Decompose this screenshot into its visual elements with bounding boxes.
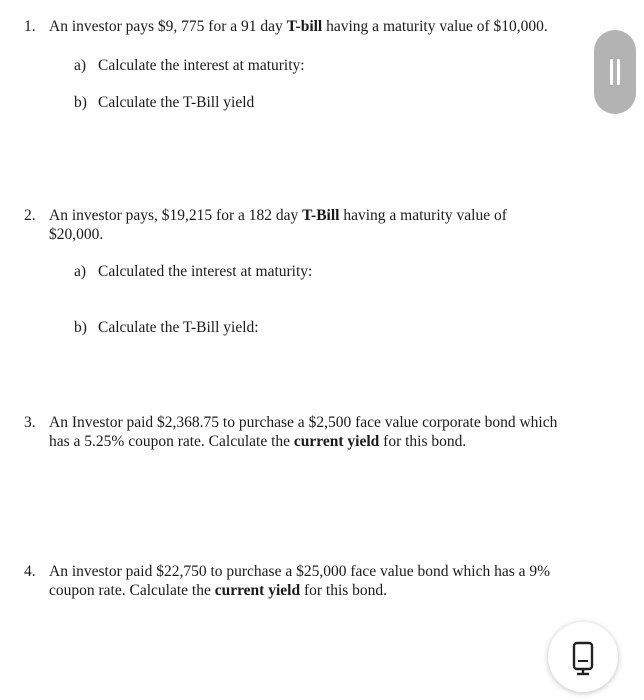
- handle-grip-line: [610, 59, 613, 85]
- question-3: [24, 413, 594, 451]
- question-text: An investor pays, $19,215 for a 182 day T-Bill having a maturity value of $20,000.: [49, 207, 507, 243]
- question-4: [24, 562, 594, 600]
- question-number: 1.: [24, 18, 36, 35]
- scroll-handle-icon[interactable]: [594, 30, 636, 114]
- clipboard-button[interactable]: [548, 622, 618, 692]
- question-number: 3.: [24, 414, 36, 431]
- question-text: An investor pays $9, 775 for a 91 day T-bill having a maturity value of $10,000.: [49, 18, 548, 35]
- subquestion-2b: b) Calculate the T-Bill yield:: [74, 319, 259, 336]
- subquestion-1b: b) Calculate the T-Bill yield: [74, 94, 255, 111]
- handle-grip-line: [617, 59, 620, 85]
- subquestion-1a: a) Calculate the interest at maturity:: [74, 57, 305, 74]
- clipboard-icon: [565, 637, 601, 677]
- question-number: 2.: [24, 207, 36, 224]
- bold-term: current yield: [214, 582, 301, 599]
- subquestion-2a: a) Calculated the interest at maturity:: [74, 263, 313, 280]
- question-1: [24, 17, 594, 36]
- question-2: [24, 206, 594, 244]
- bold-term: current yield: [293, 433, 380, 450]
- question-number: 4.: [24, 563, 36, 580]
- question-text: An investor paid $22,750 to purchase a $25,000 face value bond which has a 9% coupon rate. Calculate the current yield for this bond.: [49, 563, 551, 599]
- question-text: An Investor paid $2,368.75 to purchase a $2,500 face value corporate bond which has a 5.25% coupon rate. Calculate the current yield for this bond.: [49, 414, 558, 450]
- bold-term: T-Bill: [302, 207, 340, 224]
- bold-term: T-bill: [286, 18, 323, 35]
